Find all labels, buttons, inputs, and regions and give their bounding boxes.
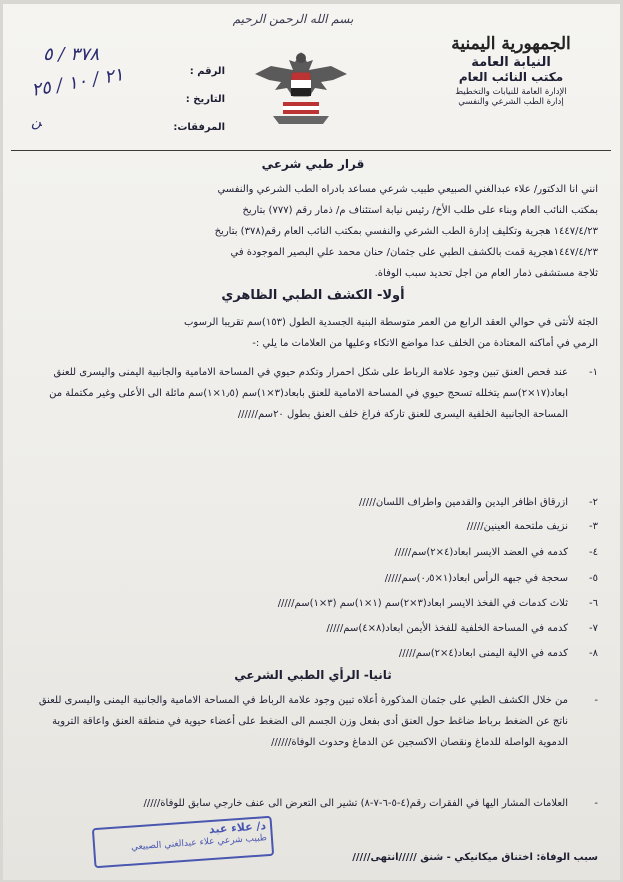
number-label: الرقم : (189, 66, 225, 77)
finding-item (18, 542, 598, 563)
intro-line: ١٤٤٧/٤/٢٣ هجرية وتكليف إدارة الطب الشرعي والنفسي بمكتب النائب العام رقم(٣٧٨) بتاريخ (214, 226, 598, 237)
stamp-line: طبيب شرعي علاء عبدالغني الصبيعي (130, 833, 268, 853)
header-divider (11, 150, 611, 151)
item-number: ٤- (589, 547, 598, 558)
department-1: الإدارة العامة للنيابات والتخطيط (455, 87, 567, 97)
date-label: التاريخ : (185, 94, 225, 105)
attachments-label: المرفقات: (173, 122, 225, 133)
item-text: كدمه في الالية اليمنى ابعاد(٤×٢)سم///// (398, 648, 568, 659)
stamp-line: د/ علاء عبد (208, 819, 267, 837)
handwritten-date: ٢١ / ١٠ / ٢٥ (29, 64, 126, 101)
item-text: ثلاث كدمات في الفخذ الايسر ابعاد(٣×٢)سم (١×١)سم (٣×١)سم///// (277, 598, 568, 609)
republic-name: الجمهورية اليمنية (451, 34, 571, 54)
intro-paragraph (18, 179, 598, 284)
section1-heading: أولا- الكشف الطبي الظاهري (221, 288, 405, 303)
item-number: ٢- (589, 497, 598, 508)
item-text: سحجة في جبهه الرأس ابعاد(١×٠٫٥)سم///// (384, 573, 568, 584)
item-text: ازرقاق اظافر اليدين والقدمين واطراف اللسان///// (359, 497, 568, 508)
intro-line: ثلاجة مستشفى ذمار العام من اجل تحديد سبب الوفاة. (374, 268, 598, 279)
item-number: ٨- (589, 648, 598, 659)
item-number: ٣- (589, 521, 598, 532)
section1-line: الرمي في أماكنه المعتادة من الخلف عدا مواضع الاتكاء وعليها من العلامات ما يلي :- (252, 338, 598, 349)
finding-item (18, 492, 598, 513)
section1-intro (18, 312, 598, 354)
item-text: من خلال الكشف الطبي على جثمان المذكورة أعلاه تبين وجود علامة الرباط في المساحة الامامية والجانبية اليمنى واليسرى للعنق ناتج عن الضغط برباط ضاغط حول العنق أدى بفعل وزن الجسم الى الضغط على أعضاء حيوية في منطقة العنق واعاقة التروية الدموية الواصلة للدماغ ونقصان الاكسجين عن الدماغ وحدوث الوفاة////// (38, 695, 568, 748)
item-text: عند فحص العنق تبين وجود علامة الرباط على شكل احمرار وتكدم حيوي في المساحة الامامية والجانبية اليمنى واليسرى للعنق ابعاد(١٧×٢)سم يتخلله تسحج حيوي في المساحة الامامية للعنق بابعاد(٣×١)سم (١٫٥×١)سم مائلة الى الأعلى وغير مكتملة من المساحة الجانبية الخلفية اليسرى للعنق تاركة فراغ خلف العنق بطول ٢٠سم////// (49, 367, 568, 420)
opinion-item (18, 690, 598, 753)
document-page (3, 4, 620, 880)
document-title: قرار طبي شرعي (261, 157, 365, 171)
letterhead (416, 34, 606, 107)
department-2: إدارة الطب الشرعي والنفسي (458, 97, 564, 107)
handwritten-mark: ﻦ (31, 114, 42, 130)
intro-line: بمكتب النائب العام وبناء على طلب الأخ/ رئيس نيابة استئناف م/ ذمار رقم (٧٧٧) بتاريخ (242, 205, 598, 216)
finding-item (18, 568, 598, 589)
cause-of-death: سبب الوفاة: اختناق ميكانيكي - شنق /////انتهى///// (352, 852, 598, 863)
office-name: مكتب النائب العام (458, 70, 564, 84)
basmala: بسم الله الرحمن الرحيم (232, 12, 354, 26)
finding-item (18, 618, 598, 639)
intro-line: ١٤٤٧/٤/٢٣هجرية قمت بالكشف الطبي على جثمان/ حنان محمد علي البصير الموجودة في (230, 247, 598, 258)
handwritten-number: ٣٧٨ / ٥ (43, 44, 100, 65)
item-text: كدمه في العضد الايسر ابعاد(٤×٢)سم///// (394, 547, 568, 558)
item-number: ٧- (589, 623, 598, 634)
intro-line: انني انا الدكتور/ علاء عبدالغني الصبيعي طبيب شرعي مساعد بادراه الطب الشرعي والنفسي (217, 184, 598, 195)
finding-item (18, 593, 598, 614)
finding-item (18, 516, 598, 537)
section1-line: الجثة لأنثى في حوالي العقد الرابع من العمر متوسطة البنية الجسدية الطول (١٥٣)سم تقريبا الرسوب (184, 317, 598, 328)
finding-item (18, 643, 598, 664)
item-number: ١- (589, 367, 598, 378)
item-text: كدمه في المساحة الخلفية للفخذ الأيمن ابعاد(٨×٤)سم///// (326, 623, 568, 634)
section2-heading: ثانيا- الرأي الطبي الشرعي (234, 668, 392, 682)
finding-item (18, 362, 598, 425)
item-number: - (594, 695, 598, 706)
prosecution-name: النيابة العامة (471, 55, 551, 70)
item-number: - (594, 798, 598, 809)
item-text: العلامات المشار اليها في الفقرات رقم(٤-٥-٦-٧-٨) تشير الى التعرض الى عنف خارجي سابق للوفاة///// (143, 798, 568, 809)
item-number: ٦- (589, 598, 598, 609)
eagle-emblem-icon (251, 44, 351, 134)
opinion-item (18, 793, 598, 814)
item-number: ٥- (589, 573, 598, 584)
item-text: نزيف ملتحمة العينين///// (466, 521, 568, 532)
